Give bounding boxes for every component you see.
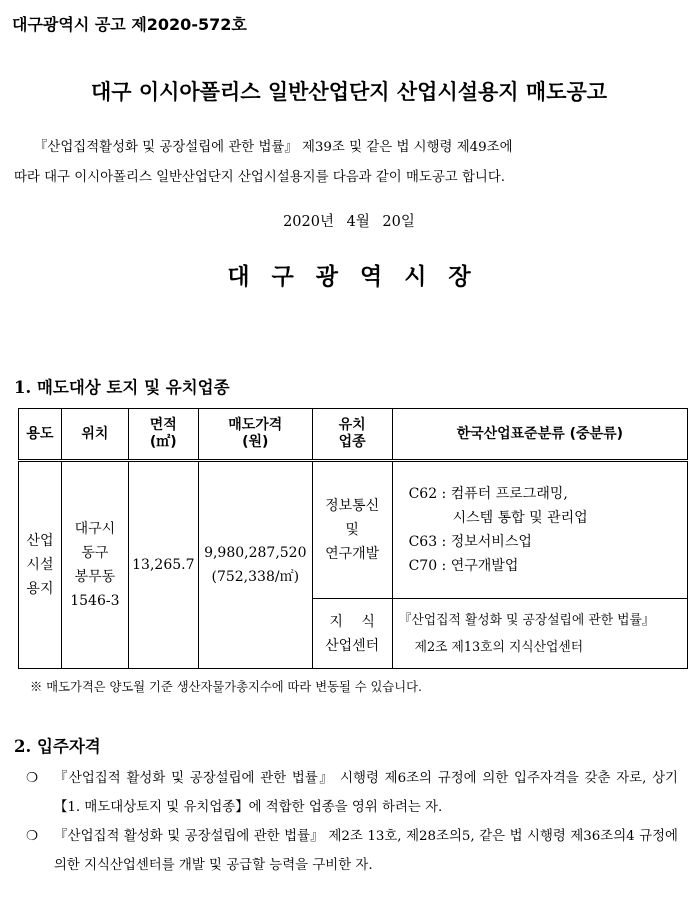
class-label: 컴퓨터 프로그래밍, [450, 486, 568, 502]
table-header-row [19, 409, 688, 461]
price-per-m2: (752,338/㎡) [211, 569, 300, 585]
header-industry [312, 409, 392, 461]
price-footnote: ※ 매도가격은 양도월 기준 생산자물가총지수에 따라 변동될 수 있습니다. [30, 680, 422, 694]
location-line: 봉무동 [74, 569, 116, 585]
class-separator: : [437, 486, 451, 502]
use-line: 용지 [26, 581, 54, 597]
header-price-label: 매도가격 [228, 417, 283, 433]
kic-desc-line-1: 『산업집적 활성화 및 공장설립에 관한 법률』 [398, 612, 655, 628]
header-price-unit: (원) [242, 434, 269, 450]
table-row [19, 461, 688, 599]
industry-line: 산업센터 [325, 637, 380, 654]
header-industry-l2: 업종 [338, 434, 366, 450]
class-code: C62 [408, 486, 438, 502]
header-area-label: 면적 [149, 417, 177, 433]
class-separator: : [437, 558, 451, 574]
kic-desc-line-2: 제2조 제13호의 지식산업센터 [414, 639, 584, 655]
section-2-heading: 2. 입주자격 [14, 737, 101, 756]
price-total: 9,980,287,520 [204, 545, 307, 561]
cell-ksic-kic [392, 599, 687, 669]
list-item [26, 822, 678, 880]
header-price [198, 409, 312, 461]
circle-bullet-icon: ❍ [26, 829, 39, 844]
circle-bullet-icon: ❍ [26, 771, 39, 786]
header-area [128, 409, 198, 461]
class-label: 연구개발업 [450, 558, 519, 574]
industry-line: 정보통신 [325, 498, 380, 514]
qualification-list [26, 764, 678, 880]
location-line: 동구 [81, 545, 109, 561]
notice-number: 대구광역시 공고 제2020-572호 [12, 15, 247, 34]
cell-industry-it [312, 461, 392, 599]
qualification-text: 『산업집적 활성화 및 공장설립에 관한 법률』 제2조 13호, 제28조의5, 같은 법 시행령 제36조의4 규정에 의한 지식산업센터를 개발 및 공급할 능력을 구비한 자. [54, 829, 678, 873]
class-code: C63 [408, 534, 438, 550]
location-line: 대구시 [74, 521, 116, 537]
header-area-unit: (㎡) [149, 434, 177, 450]
industry-line: 지 식 [329, 613, 375, 630]
class-c62-cont: 시스템 통합 및 관리업 [452, 510, 588, 526]
class-separator: : [437, 534, 451, 550]
qualification-text: 『산업집적 활성화 및 공장설립에 관한 법률』 시행령 제6조의 규정에 의한 입주자격을 갖춘 자로, 상기 【1. 매도대상토지 및 유치업종】에 적합한 업종을 영위 하려는 자. [54, 771, 678, 815]
class-label: 정보서비스업 [450, 534, 532, 550]
cell-location [61, 461, 128, 669]
header-use: 용도 [19, 409, 62, 461]
header-industry-l1: 유치 [338, 417, 366, 433]
header-ksic: 한국산업표준분류 (중분류) [392, 409, 687, 461]
location-line: 1546-3 [70, 593, 120, 609]
class-c62 [409, 482, 687, 506]
cell-area: 13,265.7 [128, 461, 198, 669]
cell-ksic-classes [392, 461, 687, 599]
notice-date: 2020년 4월 20일 [283, 214, 415, 230]
cell-industry-kic [312, 599, 392, 669]
use-line: 산업 [26, 533, 54, 549]
land-table [18, 408, 688, 669]
section-1-heading: 1. 매도대상 토지 및 유치업종 [14, 378, 230, 397]
cell-price [198, 461, 312, 669]
class-c70 [409, 554, 687, 578]
industry-line: 연구개발 [325, 546, 380, 562]
list-item [26, 764, 678, 822]
use-line: 시설 [26, 557, 54, 573]
industry-line: 및 [345, 522, 359, 538]
issuer-title: 대구광역시장 [227, 264, 493, 290]
intro-line-1: 『산업집적활성화 및 공장설립에 관한 법률』 제39조 및 같은 법 시행령 제49조에 [34, 140, 513, 155]
document-title: 대구 이시아폴리스 일반산업단지 산업시설용지 매도공고 [90, 80, 608, 104]
header-location: 위치 [61, 409, 128, 461]
class-c63 [409, 530, 687, 554]
intro-line-2: 따라 대구 이시아폴리스 일반산업단지 산업시설용지를 다음과 같이 매도공고 합니다. [14, 170, 506, 185]
cell-use [19, 461, 62, 669]
intro-paragraph [14, 133, 686, 193]
class-code: C70 [408, 558, 438, 574]
